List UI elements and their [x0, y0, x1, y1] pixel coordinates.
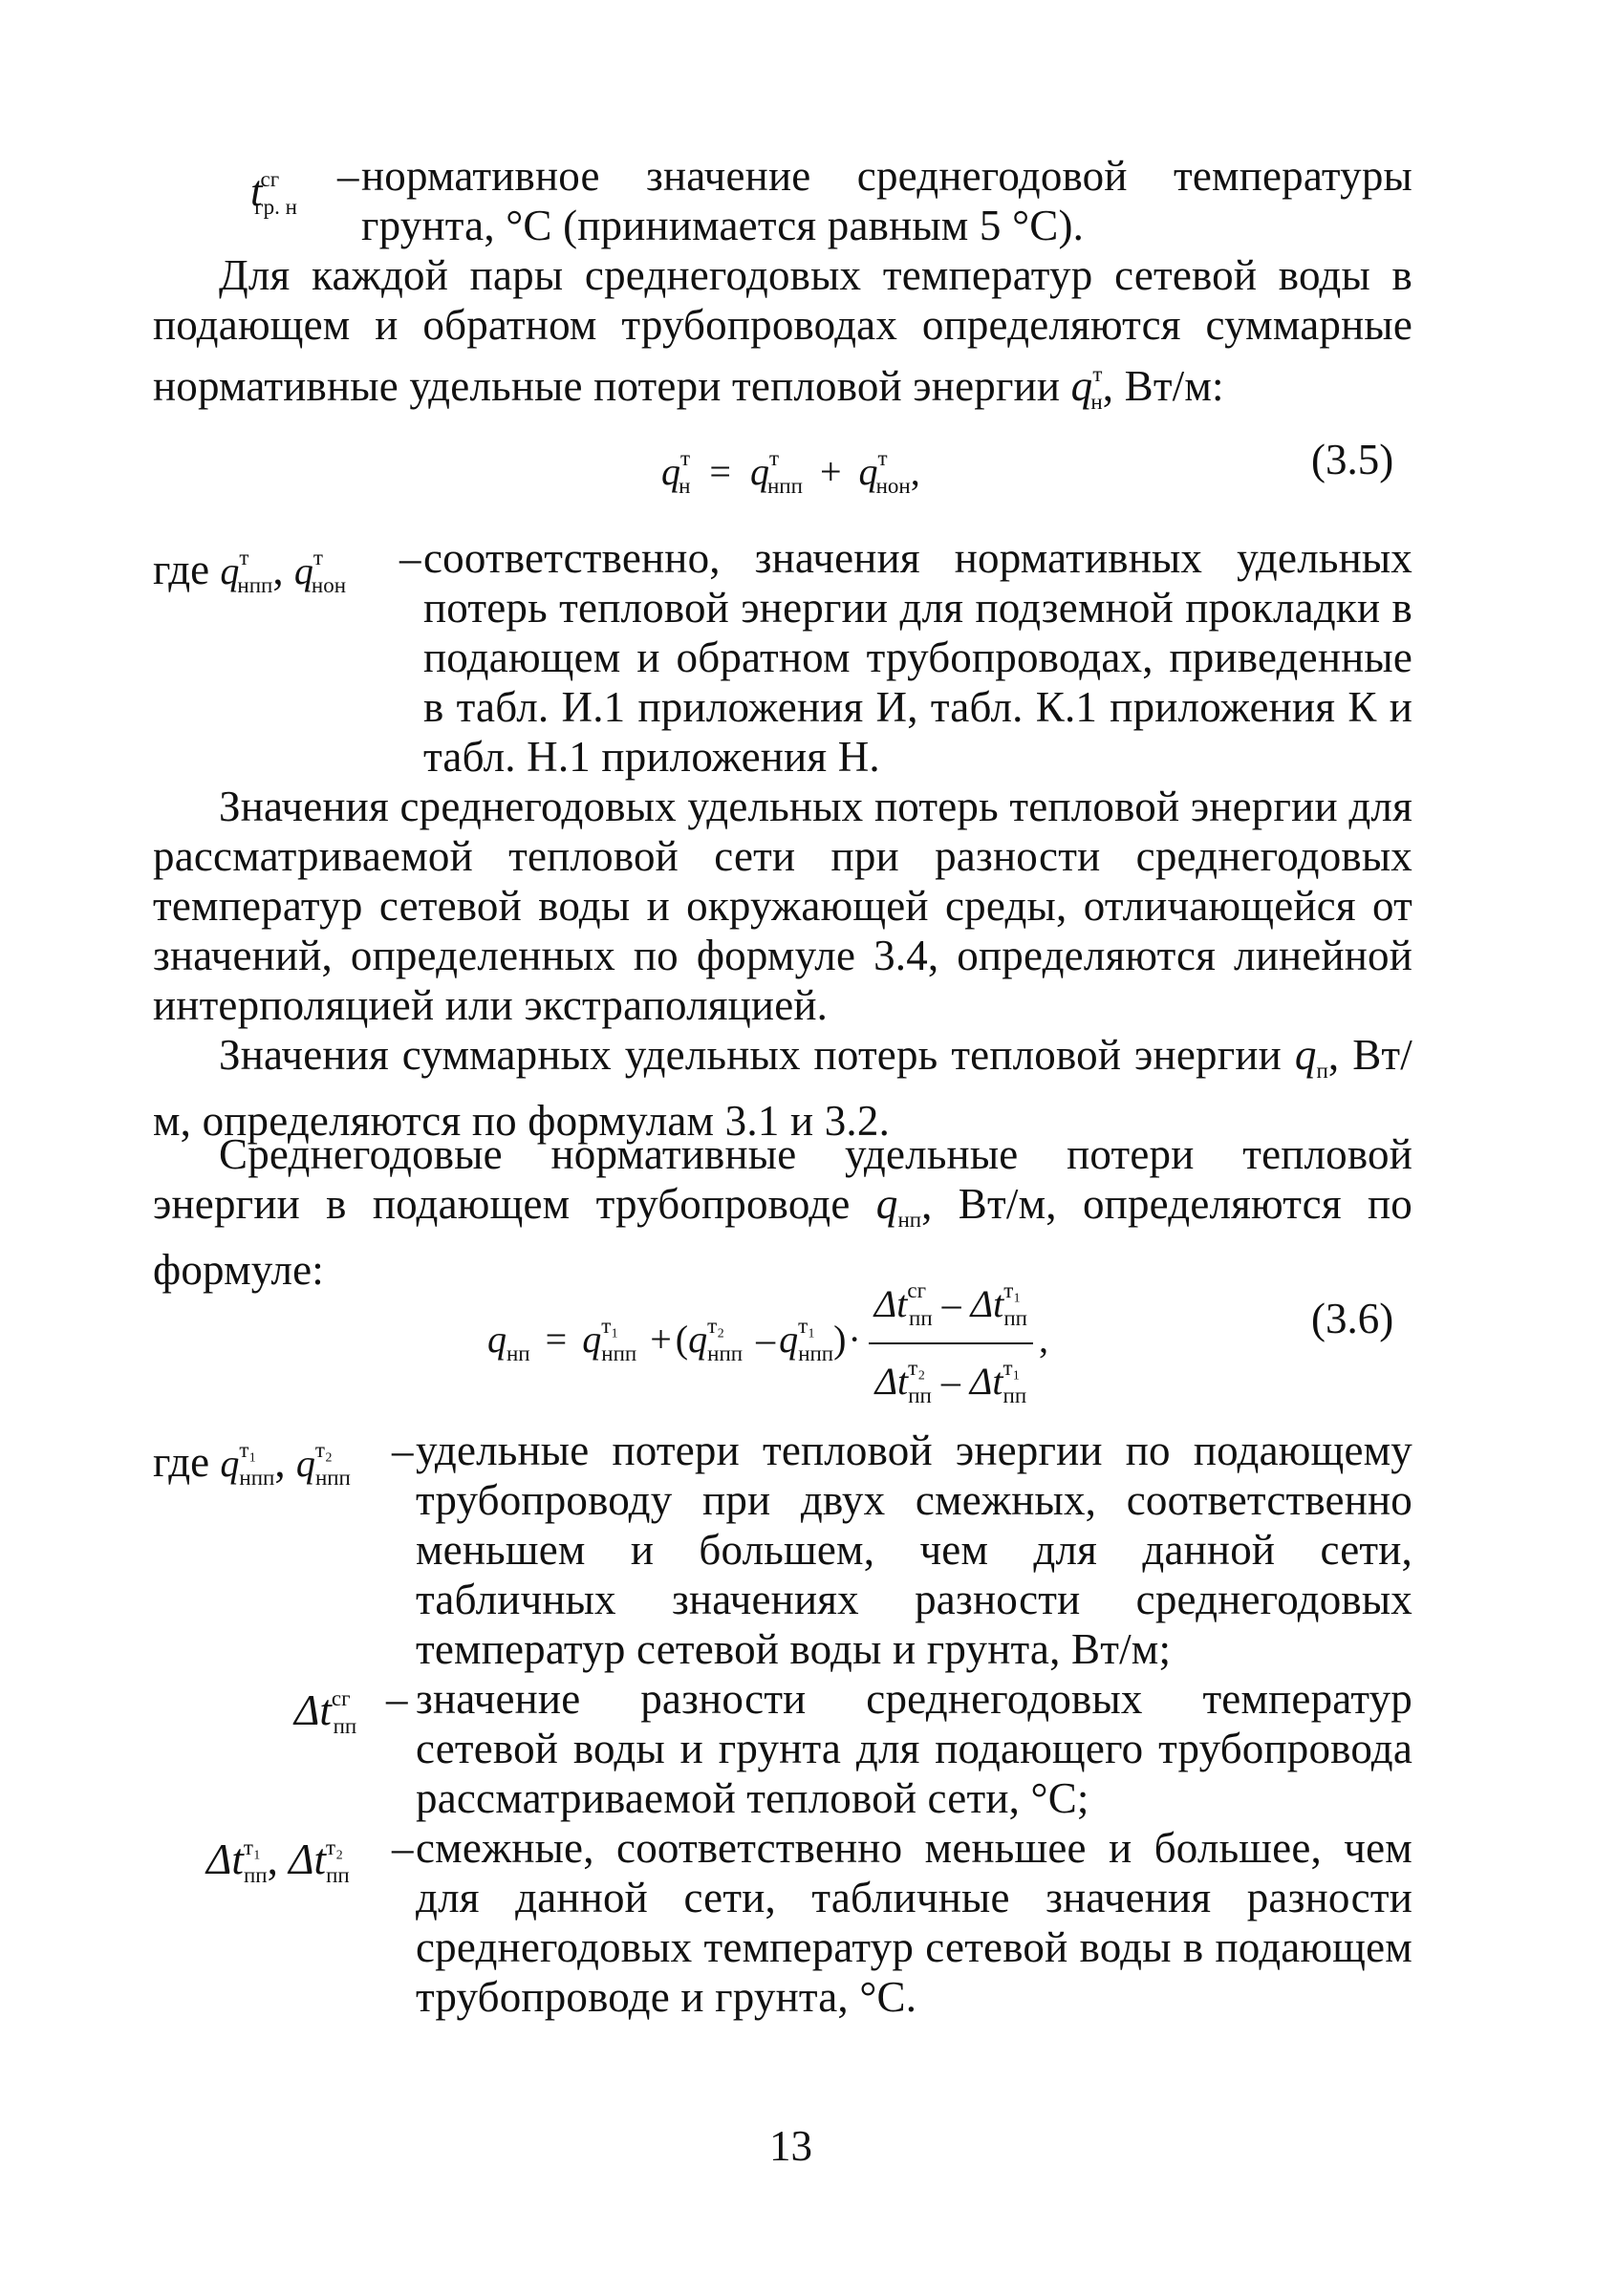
paragraph-1: Для каждой пары среднегодовых температур сетевой воды в подающем и обратном трубопроводах определяются суммарные нормативные удельные потери тепловой энергии $q^т_н$, Вт/м: [153, 251, 1412, 414]
symbol-t-gr-n: $t^{сг}_{гр. н}$ [250, 167, 297, 219]
symbol-delta-t-cg: $\Delta t^{сг}_{пп}$ [294, 1686, 357, 1738]
eq35-term2: $q^т_{нон}$ [858, 446, 911, 498]
paragraph-2: Значения среднегодовых удельных потерь тепловой энергии для рассматриваемой тепловой сети при разности среднегодовых температур сетевой воды и окружающей среды, отличающейся от значений, определенных по формуле 3.4, определяются линейной интерполяцией или экстраполяцией. [153, 783, 1412, 1029]
where-dash-1: – [399, 534, 421, 582]
eq36-a: $q^{т_1}_{нпп}$ [582, 1314, 637, 1366]
definition-text-top: нормативное значение среднегодовой температуры грунта, °С (принимается равным 5 °С). [361, 152, 1412, 249]
where-text-2: удельные потери тепловой энергии по подающему трубопроводу при двух смежных, соответственно меньшем и большем, чем для данной сети, табличных значениях разности среднегодовых температур сетевой воды и грунта, Вт/м; [416, 1427, 1412, 1673]
eq35-equals: = [709, 450, 731, 493]
eq36-lhs: $q_{нп}$ [487, 1318, 530, 1366]
equation-3-5: $q^т_н = q^т_{нпп} + q^т_{нон}$, [661, 446, 920, 498]
definition-dash-4: – [392, 1824, 414, 1872]
definition-dash-3: – [386, 1675, 408, 1723]
definition-dash: – [337, 152, 359, 200]
where-text-1: соответственно, значения нормативных удельных потерь тепловой энергии для подземной прокладки в подающем и обратном трубопроводах, приведенные в табл. И.1 приложения И, табл. К.1 приложения К и табл. Н.1 приложения Н. [423, 534, 1412, 781]
symbol-base: t [250, 167, 263, 215]
where-label-2: где $q^{т_1}_{нпп}$, $q^{т_2}_{нпп}$ [153, 1438, 351, 1490]
symbol-q-np: $q_{нп}$ [875, 1180, 922, 1232]
eq36-fraction [869, 1269, 1033, 1418]
equation-3-6: $q_{нп} = q^{т_1}_{нпп} + (q^{т_2}_{нпп} - q^{т_1}_{нпп})\cdot$ $\frac{\Delta t^{сг}_{пп} - \Delta t^{т_1}_{пп}}{\Delta t^{т_2}_{пп} - \Delta t^{т_1}_{пп}}$ , [487, 1269, 1048, 1418]
symbol-q-p: $q_п$ [1294, 1031, 1328, 1083]
eq35-plus: + [819, 450, 842, 493]
where-dash-2: – [392, 1427, 414, 1474]
paragraph-3: Значения суммарных удельных потерь тепловой энергии $q_п$, Вт/м, определяются по формулам 3.1 и 3.2. [153, 1031, 1413, 1145]
paragraph-4: Среднегодовые нормативные удельные потери тепловой энергии в подающем трубопроводе $q_{нп}$, Вт/м, определяются по формуле: [153, 1130, 1412, 1294]
equation-number-3-5: (3.5) [1311, 436, 1394, 483]
where-label-1: где $q^т_{нпп}$, $q^т_{нон}$ [153, 546, 347, 597]
eq35-term1: $q^т_{нпп}$ [749, 446, 803, 498]
eq36-c: $q^{т_1}_{нпп}$ [779, 1314, 834, 1366]
eq36-b: $q^{т_2}_{нпп}$ [688, 1314, 744, 1366]
eq35-lhs: $q^т_н$ [661, 446, 691, 498]
equation-number-3-6: (3.6) [1311, 1295, 1394, 1342]
symbol-q-n: $q^т_н$ [1070, 362, 1103, 414]
definition-text-delta-t-cg: значение разности среднегодовых температур сетевой воды и грунта для подающего трубопровода рассматриваемой тепловой сети, °С; [416, 1675, 1412, 1822]
symbol-delta-t-t1-t2: $\Delta t^{т_1}_{пп}$, $\Delta t^{т_2}_{пп}$ [206, 1835, 350, 1887]
eq36-numerator: $\Delta t^{сг}_{пп} - \Delta t^{т_1}_{пп}$ [869, 1269, 1033, 1344]
eq36-denominator: $\Delta t^{т_2}_{пп} - \Delta t^{т_1}_{пп}$ [874, 1356, 1027, 1407]
definition-text-delta-t-t: смежные, соответственно меньшее и большее, чем для данной сети, табличные значения разности среднегодовых температур сетевой воды в подающем трубопроводе и грунта, °С. [416, 1824, 1412, 2021]
page-number: 13 [769, 2122, 812, 2170]
